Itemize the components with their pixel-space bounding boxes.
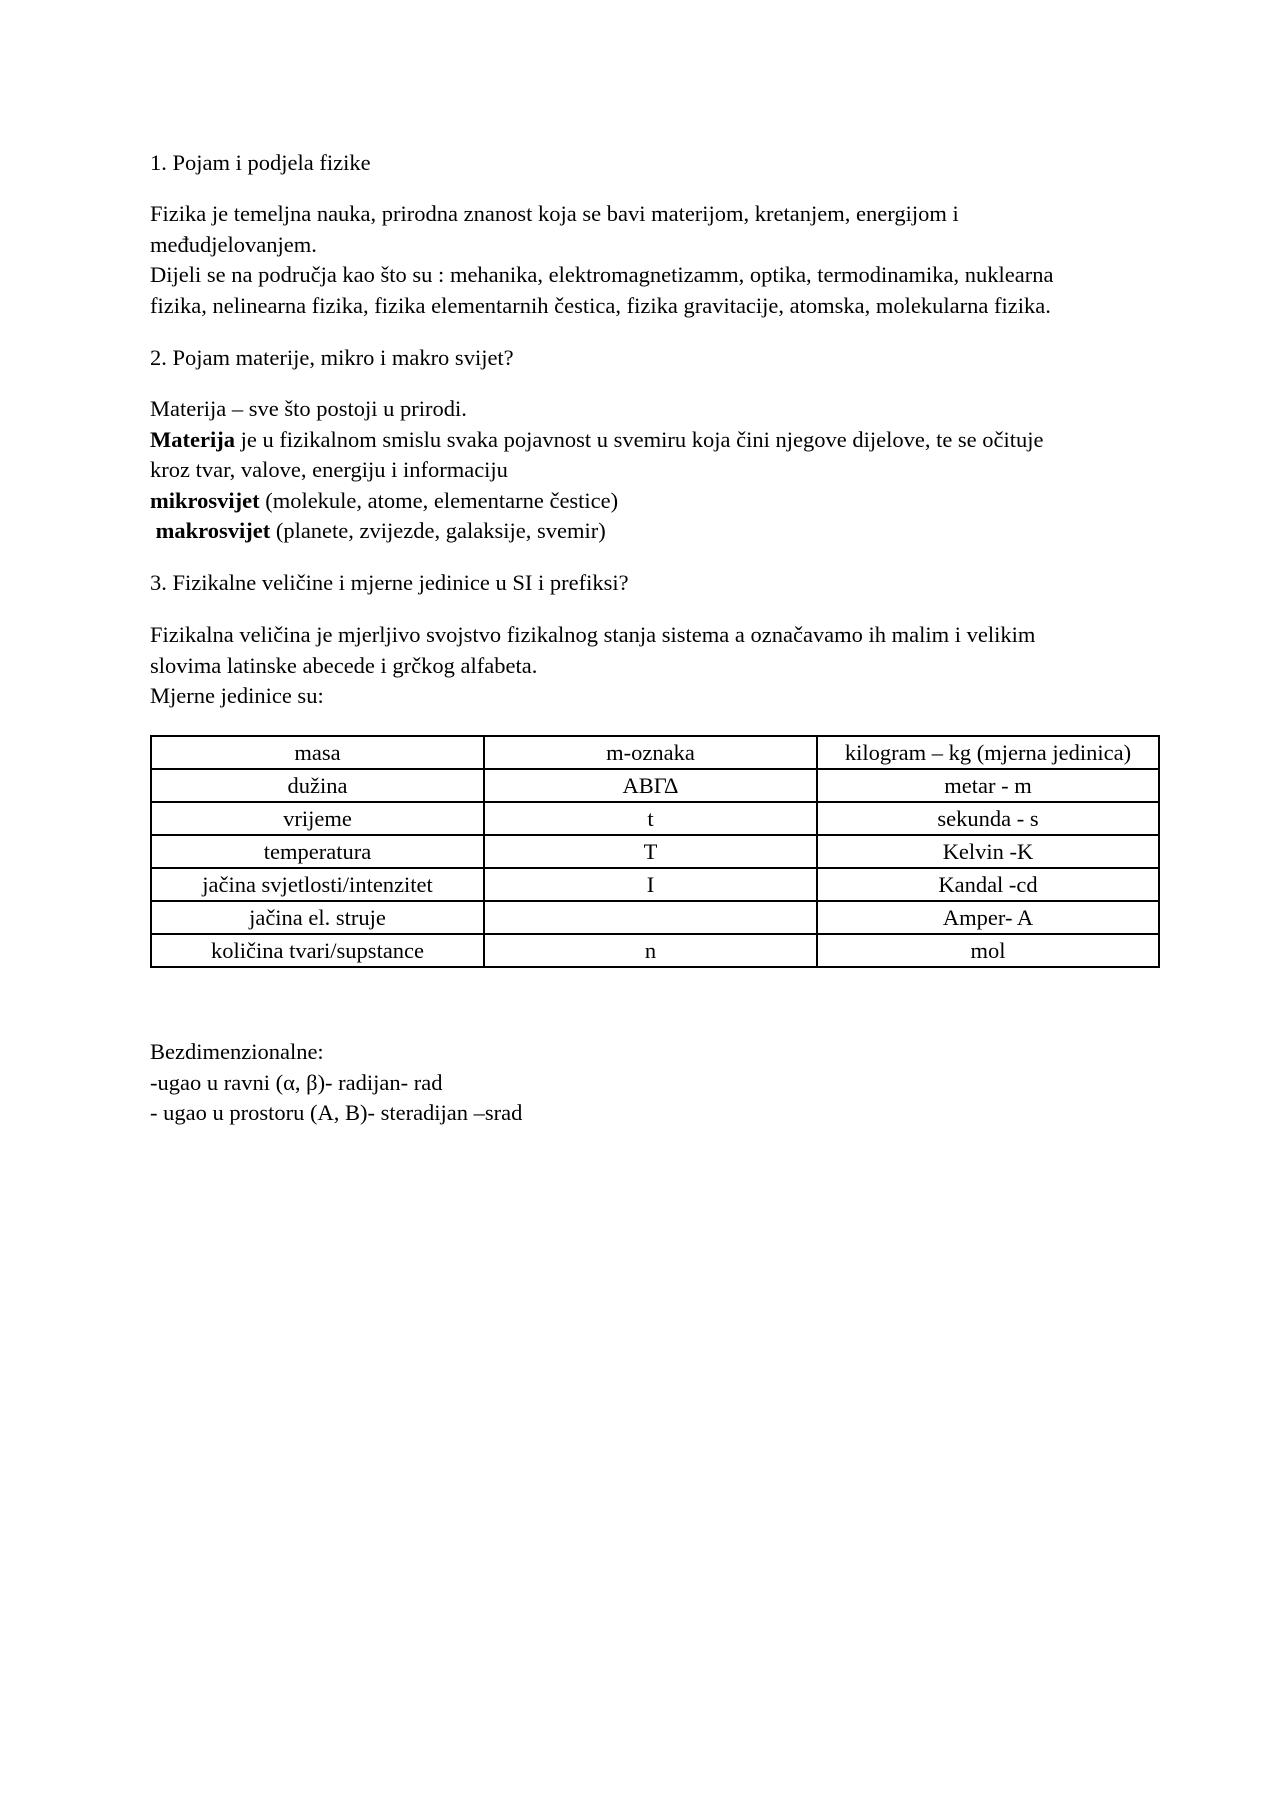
unit-cell: sekunda - s xyxy=(817,802,1159,835)
symbol-cell: I xyxy=(484,868,817,901)
materija-definition-long: Materija je u fizikalnom smislu svaka pojavnost u svemiru koja čini njegove dijelove, te se očituje xyxy=(150,426,1044,452)
section-3-line: slovima latinske abecede i grčkog alfabeta. xyxy=(150,652,538,678)
section-3-line: Mjerne jedinice su: xyxy=(150,683,324,708)
materija-definition-short: Materija – sve što postoji u prirodi. xyxy=(150,396,467,421)
unit-cell: metar - m xyxy=(817,769,1159,802)
table-row xyxy=(151,802,1159,835)
quantity-cell: jačina svjetlosti/intenzitet xyxy=(151,868,484,901)
section-2-heading: 2. Pojam materije, mikro i makro svijet? xyxy=(150,345,514,370)
section-2 xyxy=(150,343,1150,374)
section-3-line: Fizikalna veličina je mjerljivo svojstvo fizikalnog stanja sistema a označavamo ih malim i velikim xyxy=(150,622,1036,647)
section-1 xyxy=(150,148,1150,179)
symbol-cell: ΑΒΓΔ xyxy=(484,769,817,802)
table-row xyxy=(151,769,1159,802)
symbol-cell xyxy=(484,901,817,934)
table-row xyxy=(151,934,1159,967)
section-1-line: Fizika je temeljna nauka, prirodna znanost koja se bavi materijom, kretanjem, energijom i xyxy=(150,201,959,226)
unit-cell: mol xyxy=(817,934,1159,967)
dimensionless-heading: Bezdimenzionalne: xyxy=(150,1039,324,1064)
section-1-heading: 1. Pojam i podjela fizike xyxy=(150,150,371,175)
symbol-cell: T xyxy=(484,835,817,868)
plane-angle-line: -ugao u ravni (α, β)- radijan- rad xyxy=(150,1069,443,1095)
quantity-cell: vrijeme xyxy=(151,802,484,835)
macro-world-line: makrosvijet (planete, zvijezde, galaksije, svemir) xyxy=(155,518,606,543)
micro-world-line: mikrosvijet (molekule, atome, elementarne čestice) xyxy=(150,487,619,513)
si-units-table xyxy=(150,735,1160,968)
table-row xyxy=(151,736,1159,769)
materija-term: Materija xyxy=(150,426,235,452)
symbol-cell: t xyxy=(484,802,817,835)
unit-cell: Kelvin -K xyxy=(817,835,1159,868)
quantity-cell: jačina el. struje xyxy=(151,901,484,934)
solid-angle-line: - ugao u prostoru (A, B)- steradijan –srad xyxy=(150,1100,523,1125)
section-2-body xyxy=(150,394,1150,547)
macro-world-term: makrosvijet xyxy=(155,518,271,543)
section-1-line: fizika, nelinearna fizika, fizika elementarnih čestica, fizika gravitacije, atomska, molekularna fizika. xyxy=(150,292,1051,318)
micro-world-term: mikrosvijet xyxy=(150,487,260,513)
quantity-cell: temperatura xyxy=(151,835,484,868)
unit-cell: Amper- A xyxy=(817,901,1159,934)
materija-definition-cont: kroz tvar, valove, energiju i informaciju xyxy=(150,457,508,482)
unit-cell: kilogram – kg (mjerna jedinica) xyxy=(817,736,1159,769)
symbol-cell: n xyxy=(484,934,817,967)
table-row xyxy=(151,868,1159,901)
section-1-body xyxy=(150,199,1150,321)
section-1-line: međudjelovanjem. xyxy=(150,231,317,257)
section-3 xyxy=(150,568,1150,599)
unit-cell: Kandal -cd xyxy=(817,868,1159,901)
section-3-body xyxy=(150,620,1150,712)
symbol-cell: m-oznaka xyxy=(484,736,817,769)
section-3-heading: 3. Fizikalne veličine i mjerne jedinice u SI i prefiksi? xyxy=(150,570,629,595)
quantity-cell: dužina xyxy=(151,769,484,802)
table-row xyxy=(151,901,1159,934)
dimensionless-section xyxy=(150,1037,1150,1129)
table-row xyxy=(151,835,1159,868)
quantity-cell: masa xyxy=(151,736,484,769)
section-1-line: Dijeli se na područja kao što su : mehanika, elektromagnetizamm, optika, termodinamika, nuklearna xyxy=(150,262,1054,287)
quantity-cell: količina tvari/supstance xyxy=(151,934,484,967)
